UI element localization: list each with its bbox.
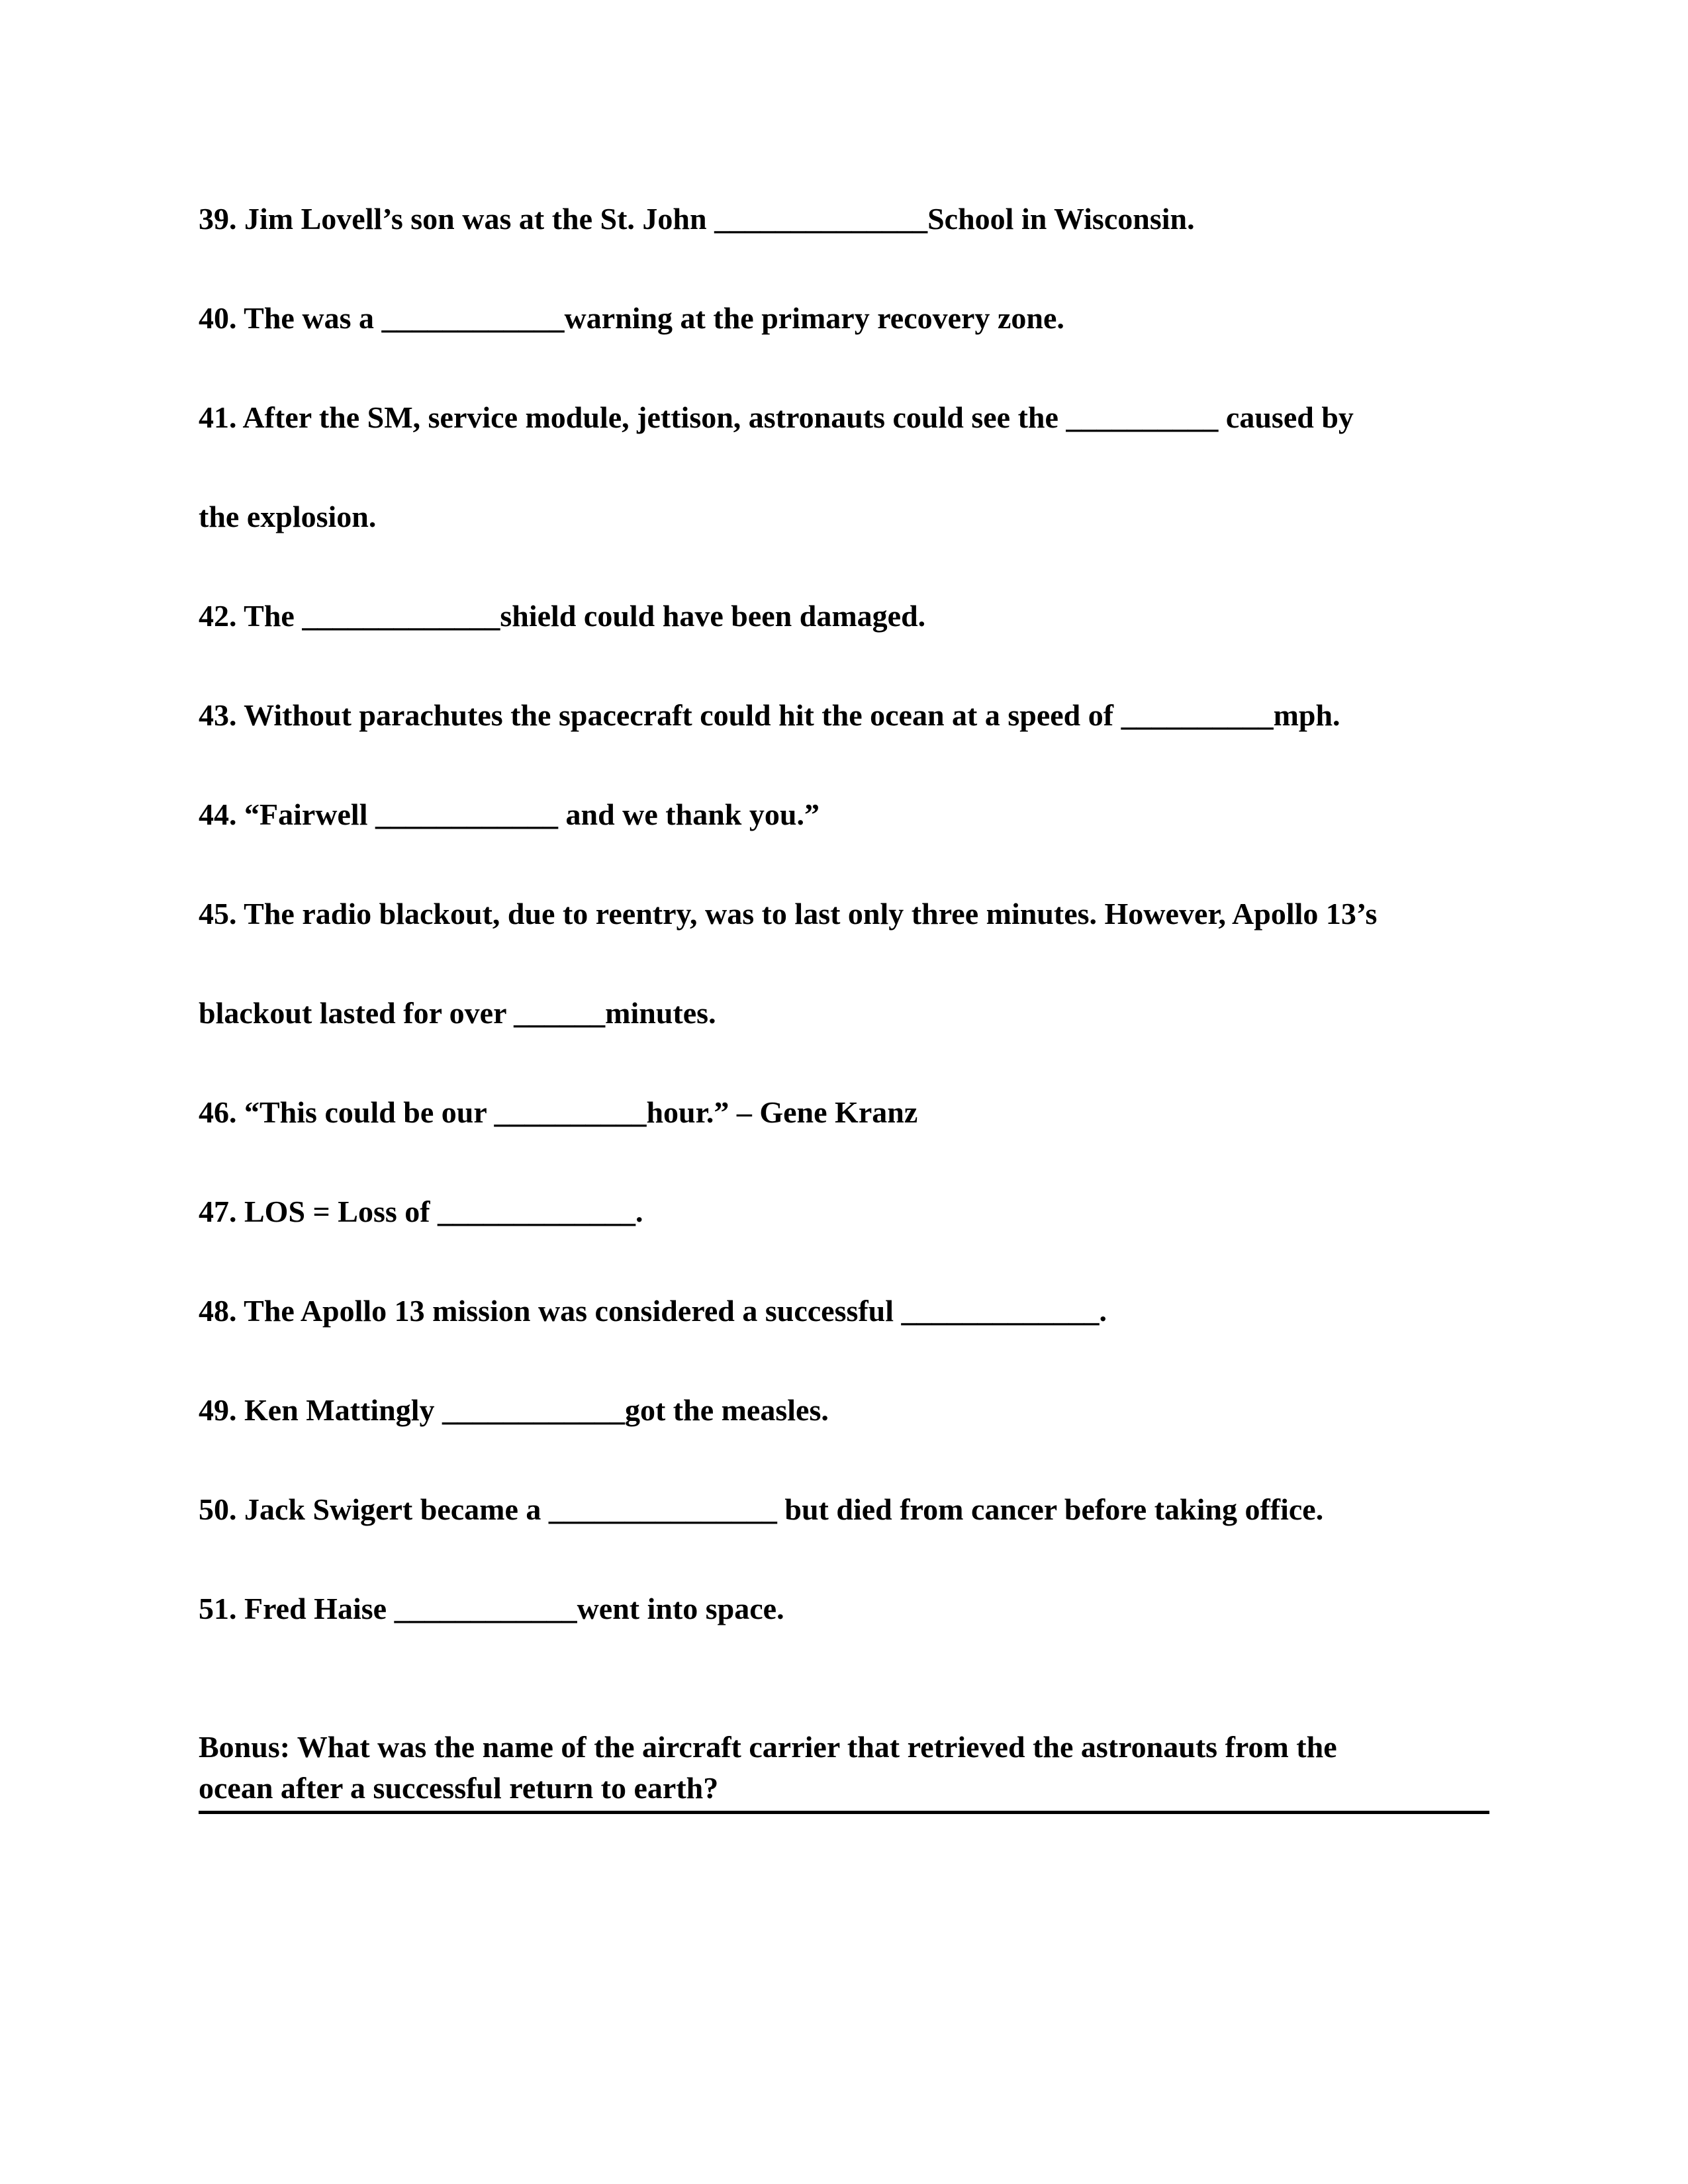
question-44: 44. “Fairwell ____________ and we thank you.”: [199, 797, 820, 831]
question-45-continued: blackout lasted for over ______minutes.: [199, 996, 716, 1030]
question-51: 51. Fred Haise ____________went into space.: [199, 1592, 784, 1625]
question-49: 49. Ken Mattingly ____________got the measles.: [199, 1393, 829, 1427]
bonus-question-line-2: ocean after a successful return to earth?: [199, 1771, 719, 1805]
question-39: 39. Jim Lovell’s son was at the St. John ______________School in Wisconsin.: [199, 202, 1195, 236]
bonus-answer-line: [199, 1811, 1489, 1814]
question-40: 40. The was a ____________warning at the primary recovery zone.: [199, 301, 1064, 335]
question-41: 41. After the SM, service module, jettison, astronauts could see the __________ caused by: [199, 400, 1354, 434]
question-43: 43. Without parachutes the spacecraft could hit the ocean at a speed of __________mph.: [199, 698, 1340, 732]
question-50: 50. Jack Swigert became a _______________ but died from cancer before taking office.: [199, 1492, 1324, 1526]
question-45: 45. The radio blackout, due to reentry, was to last only three minutes. However, Apollo 13’s: [199, 897, 1378, 931]
question-41-continued: the explosion.: [199, 500, 377, 533]
question-48: 48. The Apollo 13 mission was considered a successful _____________.: [199, 1294, 1107, 1328]
question-47: 47. LOS = Loss of _____________.: [199, 1195, 643, 1228]
question-42: 42. The _____________shield could have been damaged.: [199, 599, 926, 633]
question-46: 46. “This could be our __________hour.” – Gene Kranz: [199, 1095, 918, 1129]
bonus-question-line-1: Bonus: What was the name of the aircraft carrier that retrieved the astronauts from the: [199, 1730, 1337, 1764]
